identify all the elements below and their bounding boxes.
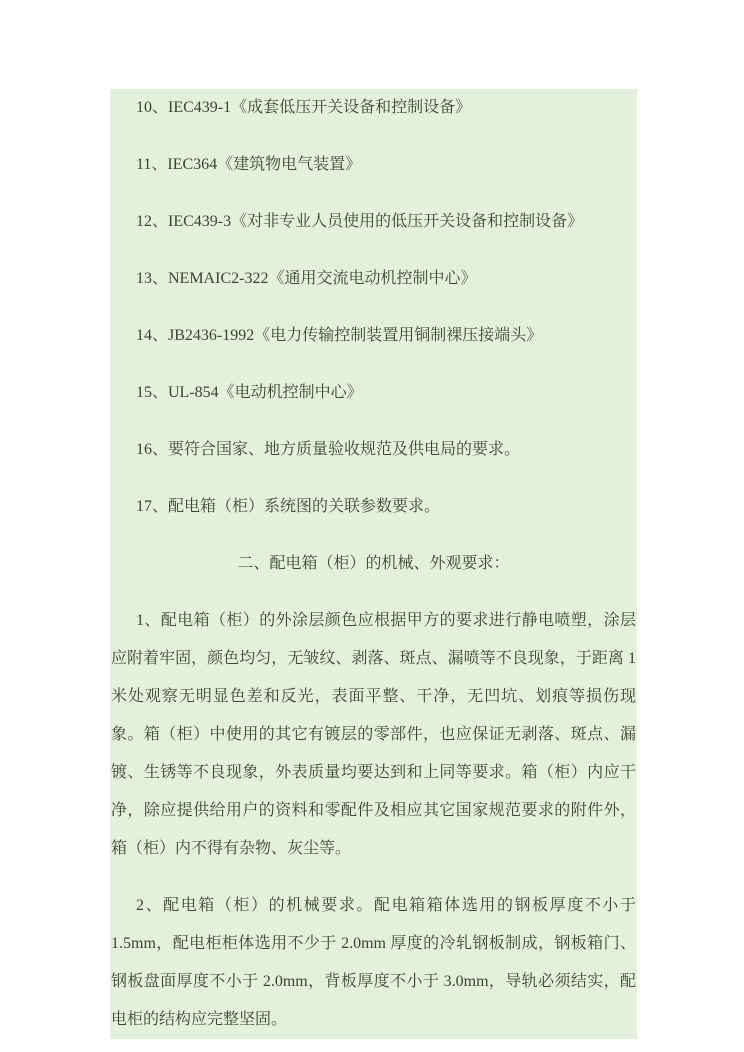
standard-item-15: 15、UL-854《电动机控制中心》 <box>136 384 363 401</box>
standard-item-11: 11、IEC364《建筑物电气装置》 <box>136 156 362 173</box>
standard-item-14: 14、JB2436-1992《电力传输控制装置用铜制裸压接端头》 <box>136 327 543 344</box>
standard-item-12: 12、IEC439-3《对非专业人员使用的低压开关设备和控制设备》 <box>136 213 584 230</box>
standard-item-13: 13、NEMAIC2-322《通用交流电动机控制中心》 <box>136 270 477 287</box>
standard-item-16: 16、要符合国家、地方质量验收规范及供电局的要求。 <box>136 441 521 458</box>
body-paragraph-1: 1、配电箱（柜）的外涂层颜色应根据甲方的要求进行静电喷塑，涂层应附着牢固，颜色均匀，无皱纹、剥落、斑点、漏喷等不良现象，于距离 1 米处观察无明显色差和反光，表面平整、干净，无凹坑、划痕等损伤现象。箱（柜）中使用的其它有镀层的零部件，也应保证无剥落、斑点、漏镀、生锈等不良现象，外表质量均要达到和上同等要求。箱（柜）内应干净，除应提供给用户的资料和零配件及相应其它国家规范要求的附件外，箱（柜）内不得有杂物、灰尘等。 <box>111 612 636 857</box>
text-block <box>110 89 637 1039</box>
standard-item-17: 17、配电箱（柜）系统图的关联参数要求。 <box>136 498 441 515</box>
standard-item-10: 10、IEC439-1《成套低压开关设备和控制设备》 <box>136 99 472 116</box>
body-paragraph-2: 2、配电箱（柜）的机械要求。配电箱箱体选用的钢板厚度不小于 1.5mm，配电柜柜体选用不少于 2.0mm 厚度的冷轧钢板制成，钢板箱门、钢板盘面厚度不小于 2.0mm，背板厚度不小于 3.0mm，导轨必须结实，配电柜的结构应完整坚固。 <box>111 897 636 1028</box>
section-heading: 二、配电箱（柜）的机械、外观要求： <box>237 555 510 572</box>
